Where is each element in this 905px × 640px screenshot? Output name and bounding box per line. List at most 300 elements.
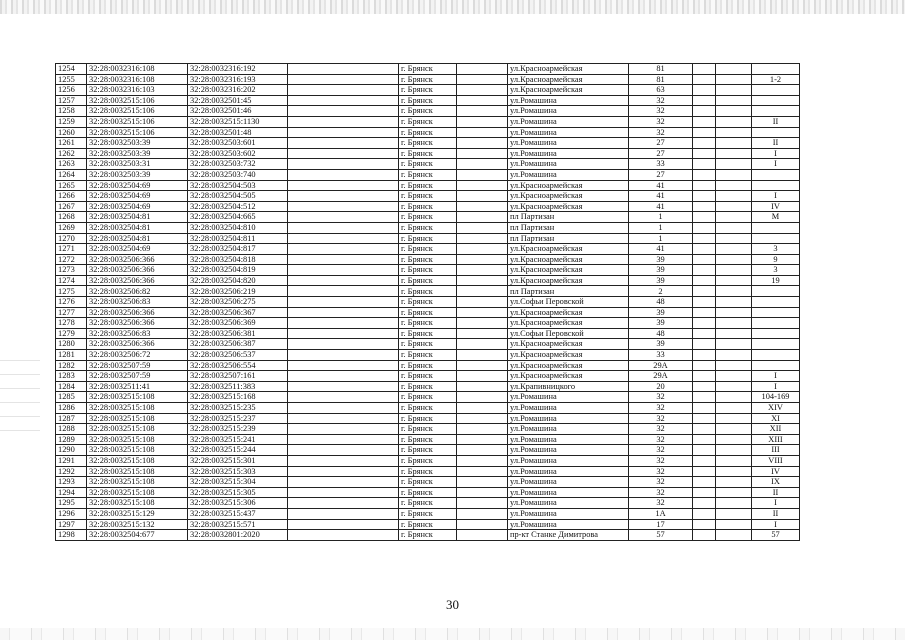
cell-blank-col-c — [693, 350, 716, 361]
table-row — [56, 159, 800, 170]
table-row — [56, 477, 800, 488]
table-row — [56, 275, 800, 286]
cell-blank-col-b — [457, 434, 508, 445]
cell-house-number: 27 — [629, 169, 693, 180]
cell-city: г. Брянск — [399, 275, 457, 286]
cell-blank-col-c — [693, 434, 716, 445]
cell-house-number: 2 — [629, 286, 693, 297]
cell-blank-col-c — [693, 424, 716, 435]
cell-street: ул.Красноармейская — [508, 275, 629, 286]
cell-object-cadastral-number: 32:28:0032504:503 — [188, 180, 288, 191]
cell-land-cadastral-number: 32:28:0032504:677 — [87, 530, 188, 541]
cell-street: ул.Софьи Перовской — [508, 328, 629, 339]
table-row — [56, 254, 800, 265]
cell-blank-col-d — [716, 487, 752, 498]
cell-street: ул.Ромашина — [508, 106, 629, 117]
cell-premises-number — [752, 286, 800, 297]
cell-blank-col-c — [693, 233, 716, 244]
cell-premises-number: IV — [752, 466, 800, 477]
cell-city: г. Брянск — [399, 138, 457, 149]
cell-street: ул.Красноармейская — [508, 180, 629, 191]
table-row — [56, 466, 800, 477]
cell-blank-col-b — [457, 74, 508, 85]
cell-land-cadastral-number: 32:28:0032507:59 — [87, 360, 188, 371]
table-row — [56, 265, 800, 276]
cell-house-number: 32 — [629, 466, 693, 477]
cell-house-number: 57 — [629, 530, 693, 541]
cell-street: ул.Ромашина — [508, 403, 629, 414]
cell-blank-col-a — [288, 530, 399, 541]
cell-row-number: 1257 — [56, 95, 87, 106]
cell-blank-col-c — [693, 371, 716, 382]
cell-street: ул.Красноармейская — [508, 254, 629, 265]
cell-blank-col-c — [693, 381, 716, 392]
cell-row-number: 1292 — [56, 466, 87, 477]
cell-house-number: 32 — [629, 95, 693, 106]
cell-blank-col-b — [457, 498, 508, 509]
table-row — [56, 74, 800, 85]
cell-premises-number: М — [752, 212, 800, 223]
cell-blank-col-a — [288, 286, 399, 297]
cell-blank-col-c — [693, 127, 716, 138]
cell-street: ул.Красноармейская — [508, 307, 629, 318]
cell-house-number: 29А — [629, 360, 693, 371]
cell-row-number: 1259 — [56, 116, 87, 127]
table-row — [56, 328, 800, 339]
cell-row-number: 1283 — [56, 371, 87, 382]
cell-object-cadastral-number: 32:28:0032504:819 — [188, 265, 288, 276]
cell-house-number: 27 — [629, 148, 693, 159]
cell-blank-col-d — [716, 392, 752, 403]
cell-street: ул.Ромашина — [508, 413, 629, 424]
cell-object-cadastral-number: 32:28:0032504:505 — [188, 191, 288, 202]
cell-blank-col-a — [288, 307, 399, 318]
table-row — [56, 297, 800, 308]
table-row — [56, 191, 800, 202]
cell-object-cadastral-number: 32:28:0032506:369 — [188, 318, 288, 329]
cell-land-cadastral-number: 32:28:0032506:83 — [87, 297, 188, 308]
cell-blank-col-a — [288, 275, 399, 286]
cell-land-cadastral-number: 32:28:0032506:366 — [87, 254, 188, 265]
cell-blank-col-d — [716, 371, 752, 382]
cell-blank-col-d — [716, 95, 752, 106]
cell-blank-col-d — [716, 403, 752, 414]
cell-street: ул.Красноармейская — [508, 244, 629, 255]
cell-street: ул.Ромашина — [508, 424, 629, 435]
cell-blank-col-c — [693, 222, 716, 233]
cell-blank-col-d — [716, 445, 752, 456]
cell-blank-col-b — [457, 116, 508, 127]
cell-premises-number — [752, 328, 800, 339]
cell-premises-number: XIV — [752, 403, 800, 414]
cell-street: ул.Красноармейская — [508, 371, 629, 382]
cell-blank-col-b — [457, 106, 508, 117]
cell-blank-col-d — [716, 413, 752, 424]
cell-blank-col-c — [693, 297, 716, 308]
cell-street: ул.Ромашина — [508, 95, 629, 106]
cell-blank-col-d — [716, 265, 752, 276]
cell-row-number: 1261 — [56, 138, 87, 149]
cell-blank-col-d — [716, 434, 752, 445]
cell-house-number: 32 — [629, 424, 693, 435]
cell-blank-col-b — [457, 169, 508, 180]
cell-city: г. Брянск — [399, 95, 457, 106]
cell-object-cadastral-number: 32:28:0032506:554 — [188, 360, 288, 371]
cell-land-cadastral-number: 32:28:0032316:108 — [87, 64, 188, 75]
table-row — [56, 127, 800, 138]
cell-blank-col-d — [716, 328, 752, 339]
cell-blank-col-a — [288, 498, 399, 509]
table-row — [56, 201, 800, 212]
cell-house-number: 32 — [629, 106, 693, 117]
cell-object-cadastral-number: 32:28:0032316:193 — [188, 74, 288, 85]
cell-city: г. Брянск — [399, 339, 457, 350]
cell-premises-number — [752, 95, 800, 106]
cell-object-cadastral-number: 32:28:0032503:602 — [188, 148, 288, 159]
cell-blank-col-b — [457, 286, 508, 297]
cell-blank-col-d — [716, 180, 752, 191]
cell-blank-col-c — [693, 116, 716, 127]
cell-blank-col-d — [716, 201, 752, 212]
cell-land-cadastral-number: 32:28:0032515:108 — [87, 424, 188, 435]
cell-street: ул.Ромашина — [508, 455, 629, 466]
cell-blank-col-d — [716, 244, 752, 255]
cell-land-cadastral-number: 32:28:0032503:39 — [87, 169, 188, 180]
cell-object-cadastral-number: 32:28:0032503:740 — [188, 169, 288, 180]
cell-blank-col-b — [457, 275, 508, 286]
cell-blank-col-d — [716, 297, 752, 308]
cell-land-cadastral-number: 32:28:0032504:69 — [87, 191, 188, 202]
cell-object-cadastral-number: 32:28:0032507:161 — [188, 371, 288, 382]
cell-city: г. Брянск — [399, 74, 457, 85]
cell-land-cadastral-number: 32:28:0032316:103 — [87, 85, 188, 96]
cell-blank-col-b — [457, 360, 508, 371]
cell-blank-col-d — [716, 508, 752, 519]
cell-blank-col-c — [693, 138, 716, 149]
cell-blank-col-c — [693, 201, 716, 212]
cell-blank-col-c — [693, 508, 716, 519]
cell-blank-col-a — [288, 116, 399, 127]
cell-blank-col-b — [457, 180, 508, 191]
cell-house-number: 81 — [629, 74, 693, 85]
cell-street: ул.Красноармейская — [508, 201, 629, 212]
cell-city: г. Брянск — [399, 148, 457, 159]
cell-blank-col-d — [716, 222, 752, 233]
cell-premises-number — [752, 169, 800, 180]
cell-row-number: 1262 — [56, 148, 87, 159]
cell-row-number: 1288 — [56, 424, 87, 435]
cell-blank-col-b — [457, 530, 508, 541]
cell-blank-col-a — [288, 455, 399, 466]
cell-blank-col-a — [288, 487, 399, 498]
cell-house-number: 48 — [629, 297, 693, 308]
cell-blank-col-b — [457, 212, 508, 223]
cell-blank-col-b — [457, 455, 508, 466]
table-row — [56, 530, 800, 541]
cell-street: пл Партизан — [508, 286, 629, 297]
cell-city: г. Брянск — [399, 127, 457, 138]
cell-house-number: 1 — [629, 212, 693, 223]
cell-blank-col-a — [288, 350, 399, 361]
cell-object-cadastral-number: 32:28:0032506:381 — [188, 328, 288, 339]
cell-row-number: 1287 — [56, 413, 87, 424]
cell-blank-col-a — [288, 508, 399, 519]
cell-blank-col-b — [457, 381, 508, 392]
cell-object-cadastral-number: 32:28:0032515:305 — [188, 487, 288, 498]
cell-street: ул.Красноармейская — [508, 265, 629, 276]
cell-land-cadastral-number: 32:28:0032506:366 — [87, 339, 188, 350]
cell-street: ул.Ромашина — [508, 498, 629, 509]
table-row — [56, 508, 800, 519]
cell-row-number: 1269 — [56, 222, 87, 233]
cell-blank-col-a — [288, 424, 399, 435]
cell-land-cadastral-number: 32:28:0032515:108 — [87, 434, 188, 445]
cell-object-cadastral-number: 32:28:0032515:244 — [188, 445, 288, 456]
cell-street: ул.Ромашина — [508, 138, 629, 149]
cell-object-cadastral-number: 32:28:0032515:237 — [188, 413, 288, 424]
cell-row-number: 1290 — [56, 445, 87, 456]
cell-land-cadastral-number: 32:28:0032515:108 — [87, 413, 188, 424]
cell-blank-col-b — [457, 244, 508, 255]
table-row — [56, 445, 800, 456]
cell-blank-col-d — [716, 191, 752, 202]
cell-premises-number: I — [752, 498, 800, 509]
table-row — [56, 85, 800, 96]
cell-city: г. Брянск — [399, 508, 457, 519]
cell-land-cadastral-number: 32:28:0032515:108 — [87, 392, 188, 403]
cell-land-cadastral-number: 32:28:0032506:366 — [87, 265, 188, 276]
cell-land-cadastral-number: 32:28:0032504:81 — [87, 233, 188, 244]
cell-blank-col-a — [288, 360, 399, 371]
cell-premises-number: 3 — [752, 265, 800, 276]
cell-premises-number: IX — [752, 477, 800, 488]
table-row — [56, 519, 800, 530]
cell-street: ул.Красноармейская — [508, 85, 629, 96]
cell-house-number: 39 — [629, 275, 693, 286]
cell-house-number: 39 — [629, 339, 693, 350]
cell-city: г. Брянск — [399, 297, 457, 308]
cell-house-number: 32 — [629, 127, 693, 138]
cell-land-cadastral-number: 32:28:0032506:366 — [87, 275, 188, 286]
cell-object-cadastral-number: 32:28:0032506:367 — [188, 307, 288, 318]
cell-street: ул.Ромашина — [508, 392, 629, 403]
cell-premises-number: XII — [752, 424, 800, 435]
cell-blank-col-b — [457, 201, 508, 212]
cell-street: ул.Красноармейская — [508, 191, 629, 202]
cell-row-number: 1278 — [56, 318, 87, 329]
cell-premises-number: 104-169 — [752, 392, 800, 403]
cell-premises-number — [752, 64, 800, 75]
cell-row-number: 1256 — [56, 85, 87, 96]
cell-blank-col-b — [457, 350, 508, 361]
cell-blank-col-a — [288, 254, 399, 265]
cell-row-number: 1260 — [56, 127, 87, 138]
table-row — [56, 222, 800, 233]
scan-margin-marks — [0, 360, 40, 440]
cell-house-number: 81 — [629, 64, 693, 75]
cell-city: г. Брянск — [399, 455, 457, 466]
cell-object-cadastral-number: 32:28:0032506:219 — [188, 286, 288, 297]
table-row — [56, 403, 800, 414]
cell-premises-number: I — [752, 371, 800, 382]
cell-blank-col-c — [693, 530, 716, 541]
table-row — [56, 148, 800, 159]
cell-row-number: 1264 — [56, 169, 87, 180]
cell-row-number: 1275 — [56, 286, 87, 297]
table-row — [56, 244, 800, 255]
cell-house-number: 39 — [629, 265, 693, 276]
cell-row-number: 1279 — [56, 328, 87, 339]
cell-premises-number: 19 — [752, 275, 800, 286]
cell-blank-col-a — [288, 403, 399, 414]
cell-blank-col-b — [457, 254, 508, 265]
cell-house-number: 29А — [629, 371, 693, 382]
cell-row-number: 1268 — [56, 212, 87, 223]
cell-premises-number: III — [752, 445, 800, 456]
cell-city: г. Брянск — [399, 64, 457, 75]
cell-house-number: 1А — [629, 508, 693, 519]
cell-city: г. Брянск — [399, 212, 457, 223]
cell-premises-number: 57 — [752, 530, 800, 541]
cell-object-cadastral-number: 32:28:0032506:275 — [188, 297, 288, 308]
scan-top-edge — [0, 0, 905, 14]
cell-object-cadastral-number: 32:28:0032316:202 — [188, 85, 288, 96]
cell-object-cadastral-number: 32:28:0032515:437 — [188, 508, 288, 519]
cell-house-number: 32 — [629, 455, 693, 466]
table-row — [56, 424, 800, 435]
cell-row-number: 1293 — [56, 477, 87, 488]
cell-blank-col-c — [693, 212, 716, 223]
cell-city: г. Брянск — [399, 519, 457, 530]
cell-land-cadastral-number: 32:28:0032506:366 — [87, 307, 188, 318]
cell-blank-col-a — [288, 169, 399, 180]
cell-city: г. Брянск — [399, 180, 457, 191]
cell-house-number: 1 — [629, 233, 693, 244]
cell-blank-col-d — [716, 212, 752, 223]
table-row — [56, 233, 800, 244]
cell-blank-col-d — [716, 64, 752, 75]
cell-blank-col-a — [288, 222, 399, 233]
cell-blank-col-d — [716, 233, 752, 244]
cell-city: г. Брянск — [399, 265, 457, 276]
cell-blank-col-b — [457, 148, 508, 159]
cell-blank-col-c — [693, 318, 716, 329]
cell-blank-col-c — [693, 265, 716, 276]
cell-house-number: 1 — [629, 222, 693, 233]
cell-premises-number: 1-2 — [752, 74, 800, 85]
cell-house-number: 48 — [629, 328, 693, 339]
cell-blank-col-a — [288, 180, 399, 191]
cell-city: г. Брянск — [399, 445, 457, 456]
cell-object-cadastral-number: 32:28:0032506:387 — [188, 339, 288, 350]
cell-blank-col-b — [457, 339, 508, 350]
cell-row-number: 1285 — [56, 392, 87, 403]
cell-land-cadastral-number: 32:28:0032515:132 — [87, 519, 188, 530]
cell-house-number: 27 — [629, 138, 693, 149]
cell-premises-number — [752, 360, 800, 371]
cell-house-number: 32 — [629, 413, 693, 424]
cell-blank-col-a — [288, 445, 399, 456]
cell-blank-col-b — [457, 371, 508, 382]
cell-house-number: 41 — [629, 244, 693, 255]
cell-land-cadastral-number: 32:28:0032506:72 — [87, 350, 188, 361]
cell-blank-col-c — [693, 275, 716, 286]
cell-row-number: 1273 — [56, 265, 87, 276]
cell-row-number: 1276 — [56, 297, 87, 308]
cell-row-number: 1280 — [56, 339, 87, 350]
table-row — [56, 371, 800, 382]
cell-city: г. Брянск — [399, 318, 457, 329]
cell-blank-col-b — [457, 403, 508, 414]
cell-blank-col-d — [716, 477, 752, 488]
cell-row-number: 1265 — [56, 180, 87, 191]
cell-house-number: 39 — [629, 307, 693, 318]
cell-object-cadastral-number: 32:28:0032515:168 — [188, 392, 288, 403]
cell-land-cadastral-number: 32:28:0032511:41 — [87, 381, 188, 392]
cell-row-number: 1296 — [56, 508, 87, 519]
cell-object-cadastral-number: 32:28:0032515:301 — [188, 455, 288, 466]
cell-blank-col-b — [457, 85, 508, 96]
cell-premises-number — [752, 127, 800, 138]
cell-blank-col-d — [716, 498, 752, 509]
cell-blank-col-d — [716, 106, 752, 117]
cell-blank-col-d — [716, 318, 752, 329]
cell-row-number: 1271 — [56, 244, 87, 255]
cell-street: ул.Ромашина — [508, 445, 629, 456]
cell-city: г. Брянск — [399, 498, 457, 509]
cell-premises-number: I — [752, 148, 800, 159]
cell-street: ул.Красноармейская — [508, 350, 629, 361]
cell-city: г. Брянск — [399, 477, 457, 488]
cell-blank-col-a — [288, 95, 399, 106]
cell-object-cadastral-number: 32:28:0032515:306 — [188, 498, 288, 509]
cell-row-number: 1266 — [56, 191, 87, 202]
cell-blank-col-b — [457, 297, 508, 308]
cell-house-number: 63 — [629, 85, 693, 96]
cell-blank-col-c — [693, 286, 716, 297]
cell-blank-col-b — [457, 222, 508, 233]
cell-blank-col-c — [693, 180, 716, 191]
cell-city: г. Брянск — [399, 191, 457, 202]
cell-object-cadastral-number: 32:28:0032504:665 — [188, 212, 288, 223]
cell-object-cadastral-number: 32:28:0032515:303 — [188, 466, 288, 477]
cell-blank-col-b — [457, 138, 508, 149]
cell-object-cadastral-number: 32:28:0032504:820 — [188, 275, 288, 286]
cell-premises-number — [752, 297, 800, 308]
cell-blank-col-a — [288, 434, 399, 445]
cell-row-number: 1263 — [56, 159, 87, 170]
cell-blank-col-d — [716, 307, 752, 318]
cell-blank-col-a — [288, 318, 399, 329]
table-row — [56, 95, 800, 106]
cell-blank-col-a — [288, 191, 399, 202]
cell-city: г. Брянск — [399, 169, 457, 180]
cell-blank-col-a — [288, 265, 399, 276]
cell-city: г. Брянск — [399, 233, 457, 244]
cell-blank-col-c — [693, 466, 716, 477]
cell-object-cadastral-number: 32:28:0032501:45 — [188, 95, 288, 106]
cell-street: ул.Красноармейская — [508, 360, 629, 371]
cell-blank-col-d — [716, 286, 752, 297]
table-row — [56, 116, 800, 127]
cell-premises-number: I — [752, 381, 800, 392]
cell-city: г. Брянск — [399, 286, 457, 297]
cell-city: г. Брянск — [399, 201, 457, 212]
cell-premises-number — [752, 85, 800, 96]
cell-blank-col-d — [716, 275, 752, 286]
table-row — [56, 64, 800, 75]
cell-street: ул.Ромашина — [508, 466, 629, 477]
